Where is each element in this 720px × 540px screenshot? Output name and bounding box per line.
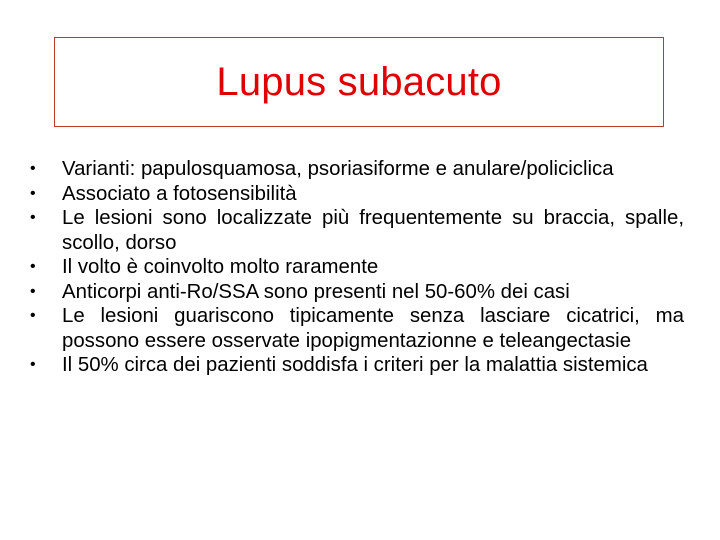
slide-title: Lupus subacuto (216, 60, 502, 104)
bullet-icon: • (30, 160, 36, 177)
title-box (54, 37, 664, 127)
list-item (30, 255, 684, 280)
list-item (30, 157, 684, 182)
list-item (30, 280, 684, 305)
bullet-text: Anticorpi anti-Ro/SSA sono presenti nel 50-60% dei casi (62, 280, 570, 303)
bullet-icon: • (30, 184, 36, 202)
list-item (30, 182, 684, 207)
bullet-icon: • (30, 282, 36, 300)
list-item (30, 206, 684, 255)
bullet-icon: • (30, 356, 36, 373)
bullet-icon: • (30, 258, 36, 275)
list-item (30, 353, 684, 378)
bullet-text: Varianti: papulosquamosa, psoriasiforme e anulare/policiclica (62, 158, 614, 180)
bullet-text: Le lesioni guariscono tipicamente senza lasciare cicatrici, ma possono essere osservate ipopigmentazionne e teleangectasie (62, 305, 684, 352)
bullet-text: Il volto è coinvolto molto raramente (62, 256, 379, 278)
bullet-icon: • (30, 307, 36, 324)
bullet-icon: • (30, 209, 36, 226)
bullet-list (30, 157, 684, 378)
bullet-text: Le lesioni sono localizzate più frequentemente su braccia, spalle, scollo, dorso (62, 207, 684, 254)
bullet-text: Associato a fotosensibilità (62, 182, 297, 205)
list-item (30, 304, 684, 353)
bullet-text: Il 50% circa dei pazienti soddisfa i criteri per la malattia sistemica (62, 354, 648, 376)
